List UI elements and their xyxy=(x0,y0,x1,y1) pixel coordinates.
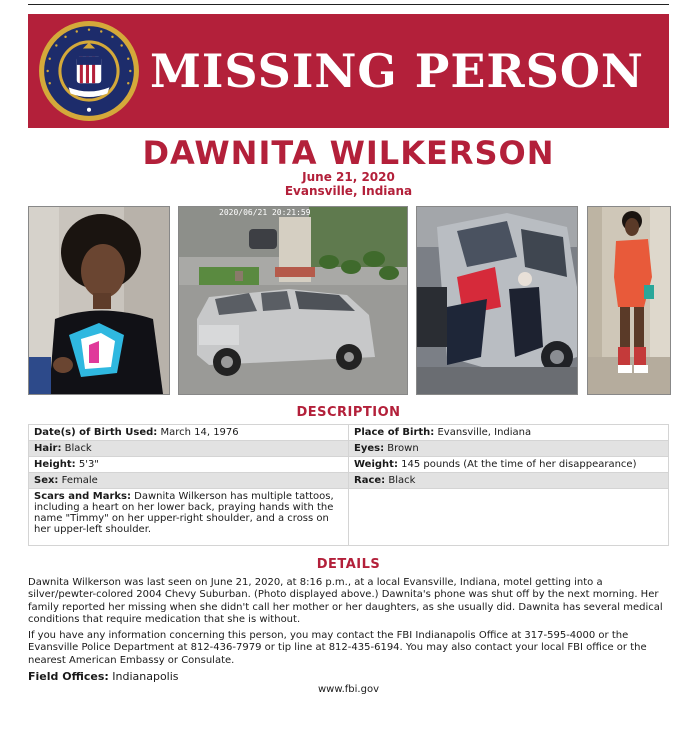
field-offices-label: Field Offices: xyxy=(28,670,109,683)
table-row xyxy=(29,457,669,473)
details-paragraph-1: Dawnita Wilkerson was last seen on June 21, 2020, at 8:16 p.m., at a local Evansville, Indiana, motel getting into a silver/pewter-colored 2004 Chevy Suburban. (Photo displayed above.) Dawnita's phone was shut off by the next morning. Her family reported her missing when she didn't call her mother or her daughters, as she usually did. Dawnita has several medical conditions that require medication that she is without. xyxy=(28,577,663,625)
missing-person-banner xyxy=(28,14,669,128)
photo-portrait xyxy=(28,206,170,395)
table-row xyxy=(29,489,669,546)
table-row xyxy=(29,425,669,441)
details-paragraph-2: If you have any information concerning this person, you may contact the FBI Indianapolis Office at 317-595-4000 or the Evansville Police Department at 812-436-7979 or tip line at 812-435-6194. You may also contact your local FBI office or the nearest American Embassy or Consulate. xyxy=(28,630,647,666)
sex-cell: Sex: Female xyxy=(29,473,349,489)
dob-cell: Date(s) of Birth Used: March 14, 1976 xyxy=(29,425,349,441)
scars-and-marks-cell: Scars and Marks: Dawnita Wilkerson has multiple tattoos, including a heart on her lower back, praying hands with the name "Timmy" on her upper-right shoulder, and a cross on her upper-left shoulder. xyxy=(29,489,349,546)
table-row xyxy=(29,441,669,457)
hair-cell: Hair: Black xyxy=(29,441,349,457)
eyes-cell: Eyes: Brown xyxy=(349,441,669,457)
photo-people-near-suv xyxy=(416,206,578,395)
fbi-seal-icon xyxy=(38,20,140,122)
description-heading: DESCRIPTION xyxy=(296,405,401,420)
field-offices-value: Indianapolis xyxy=(112,670,179,683)
description-table xyxy=(28,424,669,546)
place-of-birth-cell: Place of Birth: Evansville, Indiana xyxy=(349,425,669,441)
table-row xyxy=(29,473,669,489)
fbi-website-link[interactable]: www.fbi.gov xyxy=(317,684,379,695)
person-name: DAWNITA WILKERSON xyxy=(142,134,555,172)
banner-title: MISSING PERSON xyxy=(150,44,644,98)
height-cell: Height: 5'3" xyxy=(29,457,349,473)
field-offices xyxy=(28,670,179,683)
missing-location: Evansville, Indiana xyxy=(284,184,413,198)
race-cell: Race: Black xyxy=(349,473,669,489)
missing-date: June 21, 2020 xyxy=(302,170,395,184)
top-rule xyxy=(28,4,669,5)
photo-suv-parking-lot xyxy=(178,206,408,395)
weight-cell: Weight: 145 pounds (At the time of her disappearance) xyxy=(349,457,669,473)
details-heading: DETAILS xyxy=(316,557,381,572)
photo-woman-walking xyxy=(587,206,671,395)
empty-cell xyxy=(349,489,669,546)
timestamp-overlay: 2020/06/21 20:21:59 xyxy=(219,208,311,217)
